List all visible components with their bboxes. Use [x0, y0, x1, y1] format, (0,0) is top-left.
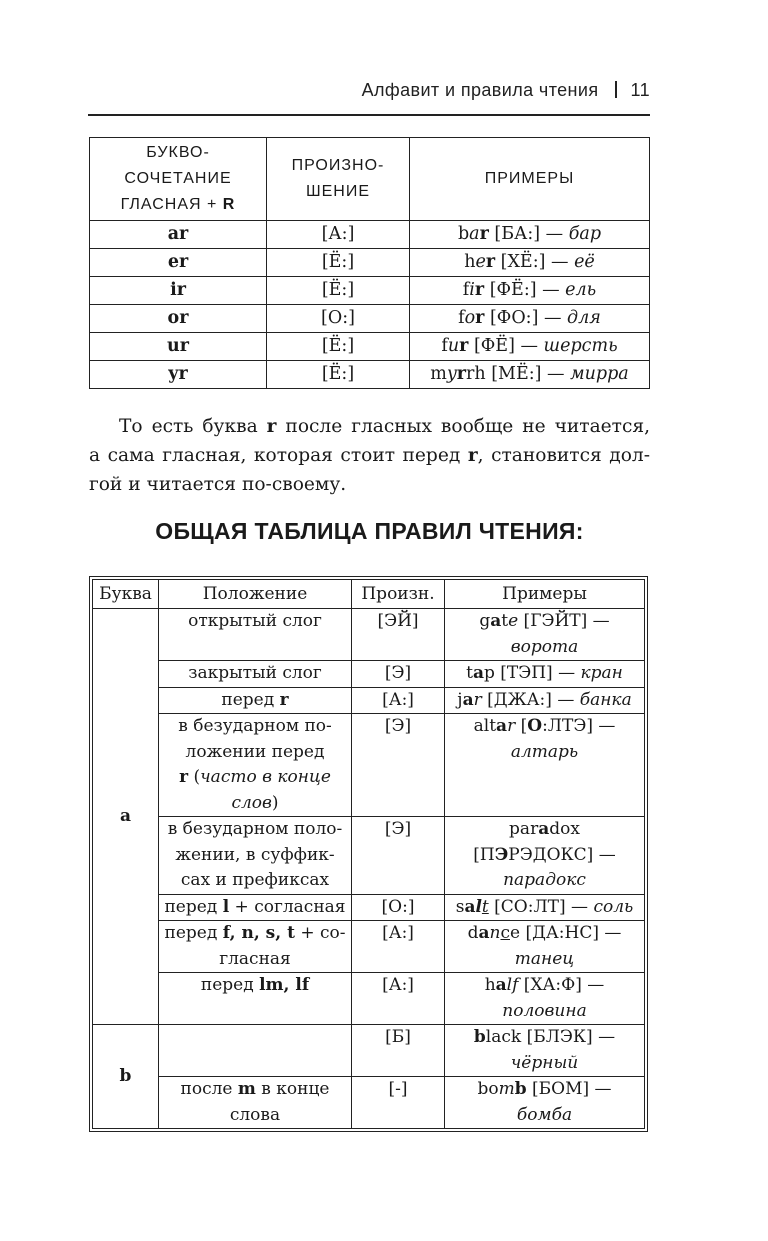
combo-cell: yr — [90, 361, 267, 389]
position-cell — [159, 687, 352, 714]
table-row — [90, 305, 650, 333]
text-run: алтарь — [510, 741, 579, 762]
position-cell — [159, 973, 352, 1025]
text-run: l — [475, 896, 482, 917]
reading-rules-table-frame — [89, 576, 648, 1132]
text-run: m — [498, 1079, 515, 1099]
explanation-paragraph — [89, 412, 650, 499]
vowel-r-header-sound: ПРОИЗНО- ШЕНИЕ — [267, 138, 410, 221]
text-run: соль — [593, 896, 634, 917]
text-run: для — [567, 308, 601, 328]
text-run: слова — [229, 1104, 281, 1125]
text-run: a — [472, 663, 484, 683]
sound-cell: [О:] — [267, 305, 410, 333]
rule-row — [93, 661, 645, 688]
text-run: танец — [514, 948, 575, 969]
text-run: [СО:ЛТ] — — [488, 896, 594, 917]
letter-cell: a — [93, 609, 159, 1025]
example-cell — [410, 333, 650, 361]
header-letter: Буква — [93, 580, 159, 609]
text-run: bo — [477, 1079, 499, 1099]
table-row — [90, 361, 650, 389]
vowel-r-table — [89, 137, 650, 389]
example-cell — [410, 249, 650, 277]
position-cell — [159, 1077, 352, 1129]
sound-cell: [Ё:] — [267, 361, 410, 389]
text-run: [ХЁ:] — — [495, 252, 575, 272]
text-run: par — [509, 819, 539, 839]
rule-row — [93, 921, 645, 973]
table-row — [90, 277, 650, 305]
text-run: в безударном по- — [178, 716, 332, 736]
text-run: t — [466, 663, 473, 683]
text-run: ворота — [510, 636, 579, 657]
rule-row — [93, 1077, 645, 1129]
example-cell — [445, 661, 645, 688]
text-run: f — [458, 308, 465, 328]
sound-cell: [Ё:] — [267, 277, 410, 305]
text-run: половина — [502, 1000, 587, 1021]
table-row — [90, 221, 650, 249]
text-run: l — [222, 896, 230, 917]
pronunciation-cell: [А:] — [352, 921, 445, 973]
pronunciation-cell: [О:] — [352, 894, 445, 921]
text-run: r — [479, 224, 489, 244]
text-run: Э — [494, 844, 509, 865]
text-run: после гласных вообще не читается, — [276, 416, 650, 437]
text-run: закрытый слог — [188, 663, 322, 683]
text-run: [БОМ] — — [526, 1079, 612, 1099]
example-cell — [410, 221, 650, 249]
position-cell — [159, 894, 352, 921]
vowel-r-header-examples: ПРИМЕРЫ — [410, 138, 650, 221]
letter-cell: b — [93, 1025, 159, 1129]
pronunciation-cell: [Э] — [352, 661, 445, 688]
text-run: lf — [506, 975, 519, 995]
text-run: r — [467, 445, 478, 466]
vowel-r-table-header — [90, 138, 650, 221]
text-run: парадокс — [503, 870, 586, 890]
rule-row — [93, 817, 645, 895]
text-run: гласная — [219, 948, 291, 969]
header-examples: Примеры — [445, 580, 645, 609]
position-cell — [159, 609, 352, 661]
example-cell — [410, 361, 650, 389]
pronunciation-cell: [-] — [352, 1077, 445, 1129]
text-run: кран — [580, 663, 623, 683]
text-run: m — [430, 364, 447, 384]
reading-rules-header — [93, 580, 645, 609]
text-run: b — [473, 1027, 486, 1047]
text-run: То есть буква — [119, 416, 267, 437]
text-run: e — [475, 252, 486, 272]
text-run: перед — [164, 923, 223, 943]
text-run: [ФО:] — — [484, 308, 568, 328]
text-run: бомба — [516, 1104, 573, 1125]
text-run: жении, в суффик- — [175, 844, 335, 865]
text-run: [ДЖА:] — — [481, 689, 580, 710]
pronunciation-cell: [ЭЙ] — [352, 609, 445, 661]
pronunciation-cell: [Б] — [352, 1025, 445, 1077]
example-cell — [445, 714, 645, 817]
text-run: a — [478, 923, 490, 943]
vowel-r-header-r: R — [222, 196, 236, 213]
pronunciation-cell: [А:] — [352, 973, 445, 1025]
rule-row — [93, 894, 645, 921]
text-run: ( — [188, 767, 201, 787]
text-run: после — [180, 1079, 238, 1099]
reading-rules-body — [93, 609, 645, 1129]
text-run: r — [459, 336, 469, 356]
text-run: [ХА:Ф] — — [518, 975, 605, 995]
text-run: h — [484, 975, 496, 995]
text-run: t — [501, 611, 509, 631]
pronunciation-cell: [Э] — [352, 714, 445, 817]
text-run: ложении перед — [185, 741, 325, 762]
text-run: y — [446, 364, 457, 384]
combo-cell: ar — [90, 221, 267, 249]
text-run: o — [464, 308, 476, 328]
text-run: rh [МЁ:] — — [466, 364, 571, 384]
text-run: r — [179, 767, 189, 787]
position-cell — [159, 714, 352, 817]
text-run: u — [447, 336, 460, 356]
sound-cell: [Ё:] — [267, 249, 410, 277]
text-run: гой и читается по-своему. — [89, 474, 347, 495]
text-run: r — [474, 280, 485, 300]
section-title: ОБЩАЯ ТАБЛИЦА ПРАВИЛ ЧТЕНИЯ: — [155, 518, 584, 544]
header-position: Положение — [159, 580, 352, 609]
text-run: b — [457, 224, 470, 244]
text-run: банка — [579, 689, 632, 710]
text-run: e [ДА:НС] — — [510, 923, 622, 943]
text-run: p [ТЭП] — — [483, 663, 581, 683]
text-run: a — [462, 689, 474, 710]
text-run: b — [514, 1079, 527, 1099]
text-run: в безударном поло- — [167, 819, 343, 839]
text-run: f — [441, 336, 448, 356]
text-run: r — [456, 364, 467, 384]
text-run: перед — [200, 975, 260, 995]
text-run: ель — [565, 280, 597, 300]
vowel-r-header-combo-text: БУКВО- СОЧЕТАНИЕ ГЛАСНАЯ + — [120, 144, 232, 213]
example-cell — [410, 305, 650, 333]
text-run: r — [266, 416, 277, 437]
paragraph-line — [89, 470, 650, 499]
example-cell — [445, 894, 645, 921]
text-run: [БА:] — — [488, 224, 569, 244]
position-cell — [159, 1025, 352, 1077]
rule-row — [93, 609, 645, 661]
example-cell — [445, 973, 645, 1025]
text-run: + со- — [294, 923, 346, 943]
example-cell — [445, 687, 645, 714]
text-run: r — [475, 308, 485, 328]
text-run: бар — [568, 224, 602, 244]
example-cell — [410, 277, 650, 305]
text-run: в конце — [255, 1079, 330, 1099]
rule-row — [93, 973, 645, 1025]
text-run: [П — [473, 844, 495, 865]
text-run: a — [495, 975, 507, 995]
rule-row — [93, 687, 645, 714]
header-rule — [88, 114, 650, 116]
example-cell — [445, 1077, 645, 1129]
text-run: РЭДОКС] — — [508, 844, 616, 865]
text-run: [ГЭЙТ] — — [518, 611, 610, 631]
text-run: h — [464, 252, 476, 272]
vowel-r-table-body — [90, 221, 650, 389]
text-run: alt — [473, 716, 497, 736]
position-cell — [159, 921, 352, 973]
page-number: 11 — [630, 80, 650, 100]
position-cell — [159, 661, 352, 688]
text-run: m — [237, 1079, 256, 1099]
text-run: часто в конце — [200, 767, 331, 787]
example-cell — [445, 1025, 645, 1077]
paragraph-line — [89, 412, 650, 441]
combo-cell: ir — [90, 277, 267, 305]
example-cell — [445, 921, 645, 973]
text-run: О — [527, 716, 543, 736]
combo-cell: er — [90, 249, 267, 277]
text-run: её — [574, 252, 595, 272]
pronunciation-cell: [А:] — [352, 687, 445, 714]
text-run: g — [479, 611, 491, 631]
text-run: r — [485, 252, 496, 272]
text-run: [ФЁ] — — [468, 336, 544, 356]
text-run: n — [489, 923, 501, 943]
text-run: s — [455, 896, 465, 917]
rule-row — [93, 1025, 645, 1077]
paragraph-line — [89, 441, 650, 470]
text-run: lack [БЛЭК] — — [485, 1027, 616, 1047]
text-run: a — [538, 819, 550, 839]
text-run: [ — [515, 716, 528, 736]
text-run: d — [467, 923, 479, 943]
text-run: [ФЁ:] — — [484, 280, 566, 300]
example-cell — [445, 817, 645, 895]
text-run: открытый слог — [188, 611, 322, 631]
text-run: a — [490, 611, 502, 631]
table-row — [90, 333, 650, 361]
text-run: i — [469, 280, 475, 300]
text-run: dox — [549, 819, 580, 839]
text-run: c — [500, 923, 510, 943]
text-run: а сама гласная, которая стоит перед — [89, 445, 468, 466]
example-cell — [445, 609, 645, 661]
running-head — [88, 80, 650, 110]
vowel-r-header-combo — [90, 138, 267, 221]
text-run: + согласная — [229, 896, 346, 917]
text-run: r — [279, 689, 289, 710]
text-run: :ЛТЭ] — — [542, 716, 616, 736]
text-run: мирра — [570, 364, 629, 384]
text-run: a — [469, 224, 480, 244]
text-run: чёрный — [510, 1052, 579, 1073]
text-run: шерсть — [543, 336, 618, 356]
text-run: j — [457, 689, 463, 710]
text-run: f — [462, 280, 470, 300]
running-head-separator — [615, 81, 617, 98]
text-run: сах и префиксах — [180, 870, 330, 890]
text-run: перед — [221, 689, 280, 710]
text-run: t — [481, 896, 489, 917]
combo-cell: ur — [90, 333, 267, 361]
table-row — [90, 249, 650, 277]
text-run: a — [464, 896, 476, 917]
text-run: ) — [271, 792, 279, 813]
sound-cell: [А:] — [267, 221, 410, 249]
header-pronunciation: Произн. — [352, 580, 445, 609]
text-run: lm, lf — [259, 975, 310, 995]
reading-rules-table — [92, 579, 645, 1129]
running-head-title: Алфавит и правила чтения — [361, 80, 599, 100]
text-run: f, n, s, t — [222, 923, 295, 943]
text-run: a — [496, 716, 508, 736]
text-run: перед — [164, 896, 223, 917]
pronunciation-cell: [Э] — [352, 817, 445, 895]
text-run: слов — [231, 792, 272, 813]
text-run: e — [508, 611, 519, 631]
position-cell — [159, 817, 352, 895]
rule-row — [93, 714, 645, 817]
text-run: , становится дол- — [477, 445, 650, 466]
sound-cell: [Ё:] — [267, 333, 410, 361]
combo-cell: or — [90, 305, 267, 333]
text-run: r — [507, 716, 516, 736]
text-run: r — [473, 689, 482, 710]
